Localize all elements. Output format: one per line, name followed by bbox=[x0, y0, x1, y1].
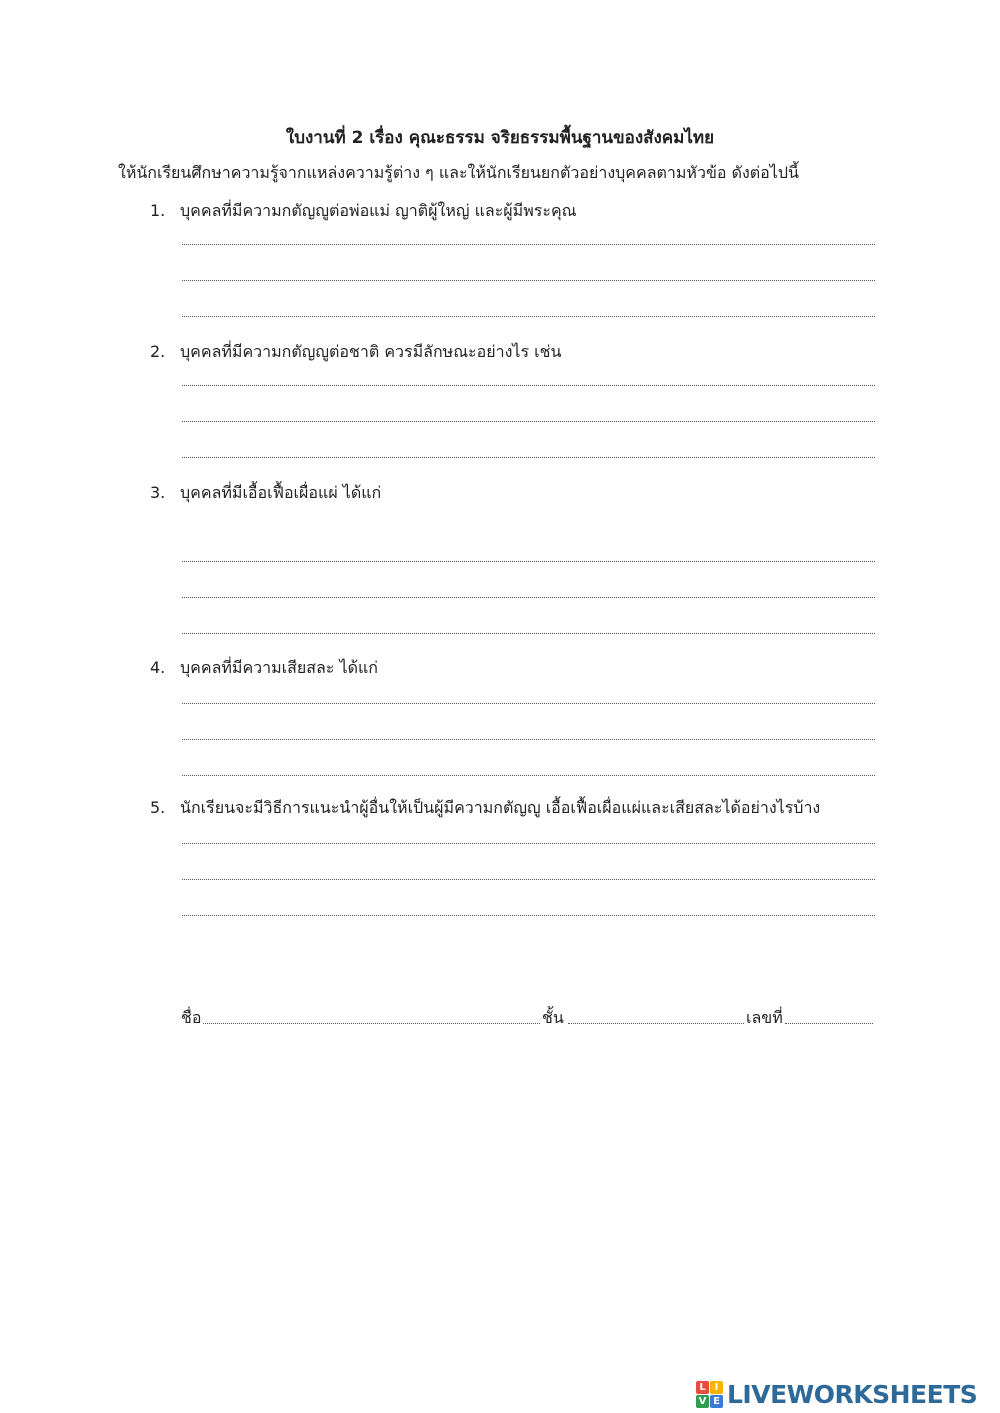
answer-line[interactable] bbox=[182, 421, 875, 422]
class-field[interactable] bbox=[568, 1023, 744, 1024]
question-2 bbox=[150, 340, 561, 365]
logo-icon-letter: V bbox=[696, 1395, 709, 1408]
question-1 bbox=[150, 199, 577, 224]
answer-line[interactable] bbox=[182, 385, 875, 386]
question-5 bbox=[150, 796, 820, 821]
worksheet-instruction: ให้นักเรียนศึกษาความรู้จากแหล่งความรู้ต่าง ๆ และให้นักเรียนยกตัวอย่างบุคคลตามหัวข้อ ดังต่อไปนี้ bbox=[118, 163, 799, 182]
answer-line[interactable] bbox=[182, 879, 875, 880]
question-text: นักเรียนจะมีวิธีการแนะนำผู้อื่นให้เป็นผู้มีความกตัญญู เอื้อเฟื้อเผื่อแผ่และเสียสละได้อย่างไรบ้าง bbox=[180, 798, 821, 817]
question-text: บุคคลที่มีเอื้อเฟื้อเผื่อแผ่ ได้แก่ bbox=[180, 483, 382, 502]
question-number: 4. bbox=[150, 658, 166, 677]
answer-line[interactable] bbox=[182, 775, 875, 776]
name-field[interactable] bbox=[203, 1023, 540, 1024]
answer-line[interactable] bbox=[182, 316, 875, 317]
logo-icon-letter: L bbox=[696, 1381, 709, 1394]
class-label: ชั้น bbox=[542, 1008, 564, 1027]
number-label: เลขที่ bbox=[746, 1008, 783, 1027]
answer-line[interactable] bbox=[182, 915, 875, 916]
question-text: บุคคลที่มีความเสียสละ ได้แก่ bbox=[180, 658, 378, 677]
answer-line[interactable] bbox=[182, 703, 875, 704]
answer-line[interactable] bbox=[182, 739, 875, 740]
logo-icon-letter: I bbox=[710, 1381, 723, 1394]
question-4 bbox=[150, 656, 378, 681]
answer-line[interactable] bbox=[182, 843, 875, 844]
logo-icon-letter: E bbox=[710, 1395, 723, 1408]
question-number: 5. bbox=[150, 798, 166, 817]
liveworksheets-logo-icon bbox=[696, 1381, 723, 1408]
question-3 bbox=[150, 481, 381, 506]
question-number: 3. bbox=[150, 483, 166, 502]
question-text: บุคคลที่มีความกตัญญูต่อพ่อแม่ ญาติผู้ใหญ่ และผู้มีพระคุณ bbox=[180, 201, 577, 220]
answer-line[interactable] bbox=[182, 597, 875, 598]
answer-line[interactable] bbox=[182, 244, 875, 245]
question-text: บุคคลที่มีความกตัญญูต่อชาติ ควรมีลักษณะอย่างไร เช่น bbox=[180, 342, 562, 361]
name-label: ชื่อ bbox=[181, 1008, 202, 1027]
question-number: 1. bbox=[150, 201, 166, 220]
answer-line[interactable] bbox=[182, 633, 875, 634]
question-number: 2. bbox=[150, 342, 166, 361]
answer-line[interactable] bbox=[182, 280, 875, 281]
answer-line[interactable] bbox=[182, 561, 875, 562]
answer-line[interactable] bbox=[182, 457, 875, 458]
liveworksheets-logo bbox=[696, 1378, 977, 1410]
worksheet-title: ใบงานที่ 2 เรื่อง คุณะธรรม จริยธรรมพื้นฐานของสังคมไทย bbox=[285, 128, 715, 148]
number-field[interactable] bbox=[785, 1023, 873, 1024]
logo-text: LIVEWORKSHEETS bbox=[727, 1379, 978, 1409]
